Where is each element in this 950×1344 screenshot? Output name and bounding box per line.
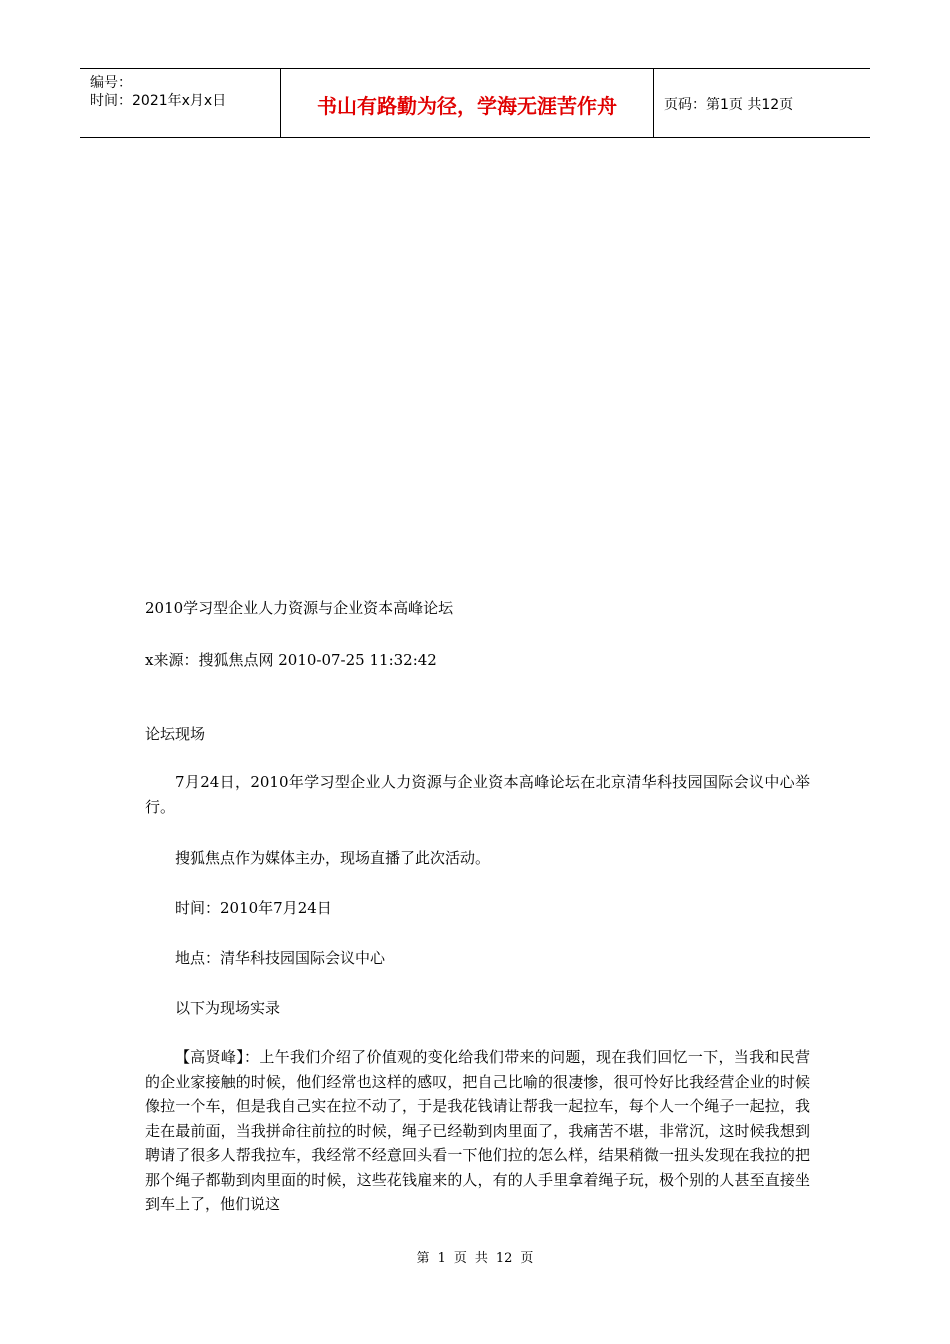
paragraph-4: 地点：清华科技园国际会议中心: [175, 949, 386, 967]
section-heading: 论坛现场: [145, 725, 206, 743]
time-label: 时间：2021年x月x日: [90, 93, 227, 109]
footer-total-pages: 12: [495, 1251, 513, 1266]
page-footer: [0, 1247, 950, 1266]
motto: 书山有路勤为径，学海无涯苦作舟: [317, 94, 617, 118]
document-header: [80, 68, 870, 138]
footer-di: 第: [416, 1251, 430, 1266]
paragraph-5: 以下为现场实录: [175, 999, 281, 1017]
paragraph-1: 7月24日，2010年学习型企业人力资源与企业资本高峰论坛在北京清华科技园国际会议中心举行。: [145, 773, 810, 816]
header-motto-cell: [281, 69, 654, 137]
article-source: x来源：搜狐焦点网 2010-07-25 11:32:42: [145, 651, 437, 669]
header-info-cell: [80, 69, 281, 137]
speaker-name: 【高贤峰】: [175, 1048, 245, 1066]
paragraph-3: 时间：2010年7月24日: [175, 899, 332, 917]
number-label: 编号：: [90, 75, 132, 91]
paragraph-2: 搜狐焦点作为媒体主办，现场直播了此次活动。: [175, 849, 491, 867]
page-code: 页码：第1页 共12页: [664, 97, 794, 113]
speech-text: ：上午我们介绍了价值观的变化给我们带来的问题，现在我们回忆一下，当我和民营的企业家接触的时候，他们经常也这样的感叹，把自己比喻的很凄惨，很可怜好比我经营企业的时候像拉一个车，但是我自己实在拉不动了，于是我花钱请让帮我一起拉车，每个人一个绳子一起拉，我走在最前面，当我拼命往前拉的时候，绳子已经勒到肉里面了，我痛苦不堪，非常沉，这时候我想到聘请了很多人帮我拉车，我经常不经意回头看一下他们拉的怎么样，结果稍微一扭头发现在我拉的把那个绳子都勒到肉里面的时候，这些花钱雇来的人，有的人手里拿着绳子玩，极个别的人甚至直接坐到车上了，他们说这: [145, 1048, 810, 1213]
footer-ye2: 页: [520, 1251, 534, 1266]
footer-page-number: 1: [437, 1251, 446, 1266]
header-page-cell: [654, 69, 870, 137]
footer-ye: 页: [453, 1251, 467, 1266]
footer-gong: 共: [474, 1251, 488, 1266]
paragraph-6: [145, 1045, 810, 1217]
article-title: 2010学习型企业人力资源与企业资本高峰论坛: [145, 599, 454, 617]
